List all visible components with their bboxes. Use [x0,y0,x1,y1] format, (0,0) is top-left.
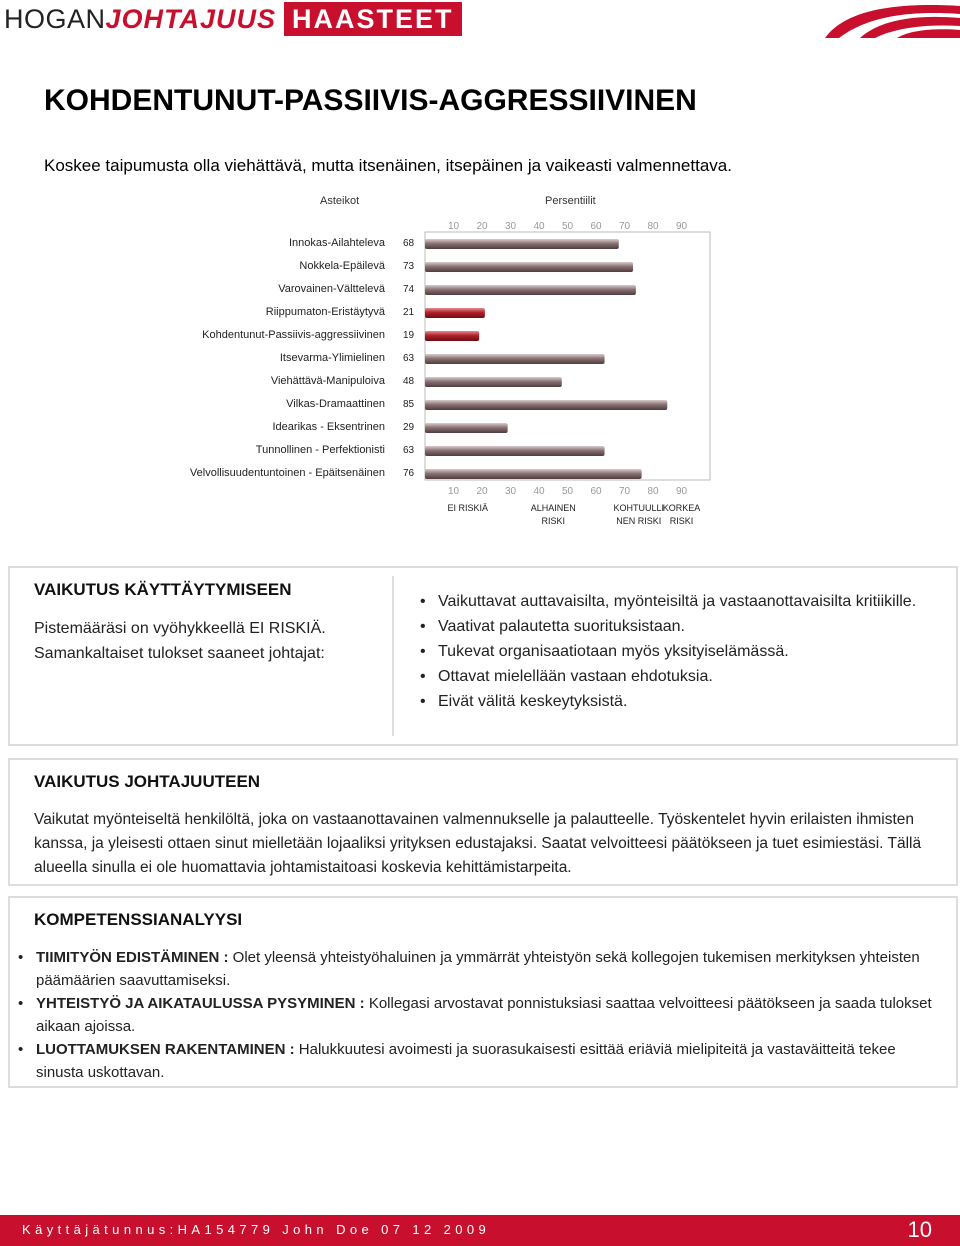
bar [425,308,485,318]
scale-label: Tunnollinen - Perfektionisti [255,444,385,456]
behavior-bullet: • Vaativat palautetta suorituksistaan. [420,614,920,639]
behavior-section [8,566,958,746]
x-tick-label-bottom: 60 [590,486,602,497]
brand-hogan: HOGAN [4,4,106,34]
swoosh-logo-icon [805,0,960,40]
leadership-heading: VAIKUTUS JOHTAJUUTEEN [34,772,261,791]
bar [425,262,633,272]
brand-haasteet: HAASTEET [284,2,462,36]
x-tick-label-bottom: 80 [647,486,659,497]
x-tick-label-top: 80 [647,221,659,232]
scale-value: 85 [403,399,415,410]
behavior-bullet: • Ottavat mielellään vastaan ehdotuksia. [420,664,920,689]
scale-label: Idearikas - Eksentrinen [272,421,385,433]
scale-label: Kohdentunut-Passiivis-aggressiivinen [202,329,385,341]
bar [425,469,642,479]
bar [425,285,636,295]
leadership-section [8,758,958,886]
scale-value: 63 [403,353,415,364]
scale-label: Riippumaton-Eristäytyvä [265,306,385,318]
x-tick-label-top: 60 [590,221,602,232]
competence-item [18,1038,933,1084]
competence-item-text: Olet yleensä yhteistyöhaluinen ja ymmärrät yhteistyön sekä kollegojen tukemisen merkityksen yhteisten päämäärien saavuttamiseksi. [36,949,920,989]
competence-item [18,992,933,1038]
scale-label: Itsevarma-Ylimielinen [279,352,385,364]
x-tick-label-top: 50 [561,221,574,232]
scale-value: 29 [403,422,415,433]
behavior-bullet: • Vaikuttavat auttavaisilta, myönteisiltä ja vastaanottavaisilta kritiikille. [420,589,920,614]
footer-bar [0,1215,960,1246]
percentiles-header: Persentiilit [545,195,596,207]
scale-label: Varovainen-Välttelevä [278,283,385,295]
bar [425,400,667,410]
scale-value: 73 [403,261,415,272]
scale-label: Innokas-Ailahteleva [288,237,385,249]
leadership-text: Vaikutat myönteiseltä henkilöltä, joka on vastaanottavainen valmennukselle ja palautteelle. Työskentelet hyvin erilaisten ihmisten kanssa, ja yleisesti ottaen sinut mielletään lojaaliksi yrityksen edustajaksi. Saatat velvoitteesi päätökseen ja tuet esimiestäsi. Tällä alueella sinulla ei ole huomattavia johtamistaitoasi koskevia kehittämistarpeita. [34,811,922,876]
competence-item-title: LUOTTAMUKSEN RAKENTAMINEN : [36,1041,295,1058]
x-tick-label-bottom: 30 [504,486,517,497]
scale-label: Nokkela-Epäilevä [299,260,385,272]
scale-value: 21 [403,307,415,318]
scale-label: Viehättävä-Manipuloiva [270,375,385,387]
scale-value: 76 [403,468,415,479]
bar [425,377,562,387]
risk-zone-label: ALHAINEN RISKI [530,503,576,526]
x-tick-label-top: 90 [675,221,688,232]
x-tick-label-top: 70 [618,221,631,232]
x-tick-label-bottom: 20 [476,486,488,497]
scale-label: Velvollisuudentuntoinen - Epäitsenäinen [189,467,385,479]
scale-value: 63 [403,445,415,456]
competence-item-text: Kollegasi arvostavat ponnistuksiasi saattaa velvoitteesi päätökseen ja saada tulokset aikaan ajoissa. [36,995,932,1035]
scale-value: 48 [403,376,415,387]
brand-title [4,2,462,36]
competence-item-text: Halukkuutesi avoimesti ja suorasukaisesti esittää eriäviä mielipiteitä ja vastaväitteitä tekee sinusta uskottavan. [36,1041,896,1081]
x-tick-label-top: 40 [533,221,545,232]
scale-value: 74 [403,284,415,295]
x-tick-label-bottom: 10 [447,486,460,497]
x-tick-label-bottom: 90 [675,486,688,497]
risk-zone-label: KOHTUULLI NEN RISKI [613,503,664,526]
x-tick-label-bottom: 70 [618,486,631,497]
page-title: KOHDENTUNUT-PASSIIVIS-AGGRESSIIVINEN [44,84,697,117]
competence-item [18,946,933,992]
behavior-text: Pistemääräsi on vyöhykkeellä EI RISKIÄ. Samankaltaiset tulokset saaneet johtajat: [34,620,326,662]
bar [425,354,605,364]
page-subtitle: Koskee taipumusta olla viehättävä, mutta itsenäinen, itsepäinen ja vaikeasti valmennettava. [44,156,732,175]
behavior-divider [392,576,394,736]
scale-value: 68 [403,238,415,249]
x-tick-label-top: 20 [476,221,488,232]
competence-list [18,946,933,1084]
scale-label: Vilkas-Dramaattinen [286,398,385,410]
risk-zone-label: KORKEA RISKI [662,503,701,526]
risk-zone-label: EI RISKIÄ [447,503,488,513]
brand-johtajuus: JOHTAJUUS [105,4,277,34]
x-tick-label-top: 30 [504,221,517,232]
competence-item-title: TIIMITYÖN EDISTÄMINEN : [36,949,229,966]
competence-item-title: YHTEISTYÖ JA AIKATAULUSSA PYSYMINEN : [36,995,365,1012]
behavior-bullet: • Tukevat organisaatiotaan myös yksityiselämässä. [420,639,920,664]
page-number: 10 [907,1217,932,1242]
bar [425,423,508,433]
footer-user-line: Käyttäjätunnus:HA154779 John Doe 07 12 2009 [22,1222,491,1237]
behavior-bullets [420,589,920,714]
behavior-bullet: • Eivät välitä keskeytyksistä. [420,689,920,714]
x-tick-label-bottom: 40 [533,486,545,497]
x-tick-label-top: 10 [447,221,460,232]
scales-header: Asteikot [320,195,360,207]
bar [425,446,605,456]
competence-heading: KOMPETENSSIANALYYSI [34,910,243,929]
bar [425,239,619,249]
scale-value: 19 [403,330,415,341]
bar [425,331,479,341]
competence-section [8,896,958,1088]
behavior-heading: VAIKUTUS KÄYTTÄYTYMISEEN [34,580,292,599]
x-tick-label-bottom: 50 [561,486,574,497]
